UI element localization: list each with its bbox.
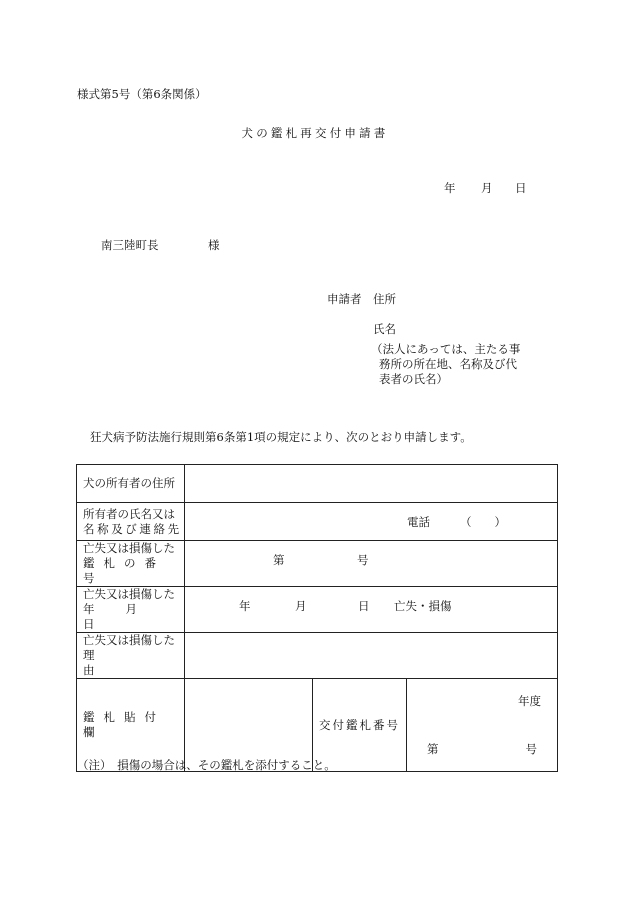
loss-or-damage-choice: 亡失・損傷 [394, 599, 452, 613]
corporation-note-line: 務所の所在地、名称及び代 [379, 357, 517, 371]
lead-text: 狂犬病予防法施行規則第6条第1項の規定により、次のとおり申請します。 [90, 430, 472, 444]
loss-reason-label-line: 理由 [83, 648, 165, 677]
tag-number-label [77, 541, 185, 587]
tag-paste-label: 鑑札貼付欄 [77, 679, 185, 772]
loss-reason-label-line: 亡失又は損傷した [83, 633, 175, 647]
loss-date-field[interactable] [185, 587, 558, 633]
addressee-honorific: 様 [208, 238, 220, 252]
corporation-note-line: 表者の氏名） [379, 372, 448, 386]
tag-number-label-line: 鑑札の番号 [83, 556, 165, 585]
owner-name-label [77, 503, 185, 541]
table-row [77, 587, 558, 633]
footnote: （注） 損傷の場合は、その鑑札を添付すること。 [77, 758, 336, 772]
owner-address-label: 犬の所有者の住所 [77, 465, 185, 503]
loss-date-label-line: 年月日 [83, 602, 168, 631]
document-title: 犬の鑑札再交付申請書 [241, 126, 389, 140]
loss-date-label-line: 亡失又は損傷した [83, 587, 175, 601]
loss-reason-label [77, 633, 185, 679]
loss-reason-field[interactable] [185, 633, 558, 679]
loss-date-label [77, 587, 185, 633]
tag-number-dai: 第 [273, 553, 285, 567]
applicant-label: 申請者 [327, 292, 362, 306]
issued-tag-number-label: 交付鑑札番号 [313, 679, 407, 772]
tag-number-field[interactable] [185, 541, 558, 587]
telephone-parentheses: （ ） [460, 515, 506, 529]
tag-number-label-line: 亡失又は損傷した [83, 541, 175, 555]
loss-date-month: 月 [295, 599, 307, 613]
application-table [76, 464, 558, 772]
applicant-name-label: 氏名 [373, 322, 396, 336]
telephone-label: 電話 [407, 515, 430, 529]
issued-tag-go: 号 [525, 742, 538, 756]
form-id: 様式第5号（第6条関係） [77, 87, 207, 101]
owner-name-field[interactable] [185, 503, 558, 541]
date-day-label: 日 [515, 181, 527, 195]
owner-name-label-line: 名称及び連絡先 [83, 521, 182, 536]
table-row [77, 465, 558, 503]
owner-address-field[interactable] [185, 465, 558, 503]
table-row [77, 541, 558, 587]
loss-date-year: 年 [239, 599, 251, 613]
issued-tag-dai: 第 [427, 742, 439, 756]
table-row [77, 633, 558, 679]
addressee-mayor: 南三陸町長 [101, 238, 159, 252]
table-row [77, 503, 558, 541]
date-month-label: 月 [481, 181, 493, 195]
tag-number-go: 号 [357, 553, 369, 567]
corporation-note [371, 342, 520, 387]
corporation-note-line: （法人にあっては、主たる事 [371, 342, 521, 356]
owner-name-label-line: 所有者の氏名又は [83, 506, 175, 521]
issued-tag-number-field[interactable] [407, 679, 558, 772]
loss-date-day: 日 [358, 599, 370, 613]
applicant-address-label: 住所 [373, 292, 396, 306]
fiscal-year-label: 年度 [518, 694, 542, 708]
date-year-label: 年 [444, 181, 456, 195]
